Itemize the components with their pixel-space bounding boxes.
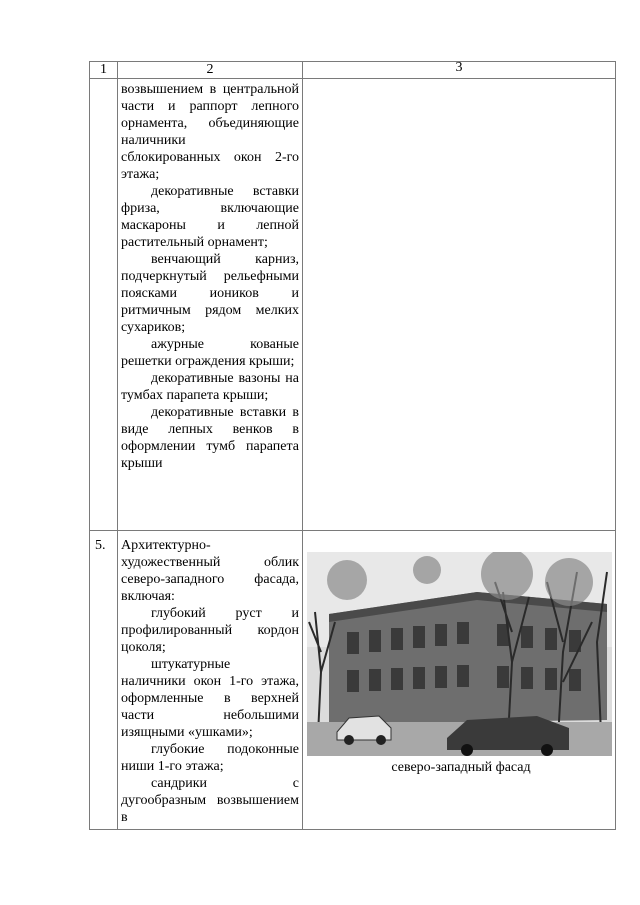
photo-cell bbox=[303, 531, 616, 830]
description-paragraph: декоративные вазоны на тумбах парапета крыши; bbox=[121, 371, 299, 403]
description-paragraph: ажурные кованые решетки ограждения крыши; bbox=[121, 337, 299, 369]
table-row bbox=[90, 531, 616, 830]
description-paragraph: венчающий карниз, подчеркнутый рельефными поясками иоников и ритмичным рядом мелких сухариков; bbox=[121, 252, 299, 335]
row-number-cell bbox=[90, 531, 118, 830]
description-paragraph: глубокие подоконные ниши 1-го этажа; bbox=[121, 742, 299, 774]
row-number bbox=[90, 79, 117, 85]
description-paragraph: декоративные вставки фриза, включающие маскароны и лепной растительный орнамент; bbox=[121, 184, 299, 250]
row-number-cell bbox=[90, 79, 118, 531]
table-row bbox=[90, 79, 616, 531]
description-cell bbox=[118, 79, 303, 531]
description-paragraph: штукатурные bbox=[151, 657, 231, 672]
description-paragraph: сандрики с дугообразным возвышением в bbox=[121, 776, 299, 825]
description-paragraph: возвышением в центральной части и раппорт лепного орнамента, объединяющие наличники bbox=[121, 82, 299, 148]
table-header-row bbox=[90, 62, 616, 79]
photo-caption: северо-западный фасад bbox=[391, 760, 531, 775]
description-paragraph: сблокированных окон 2-го этажа; bbox=[121, 150, 299, 182]
description-cell bbox=[118, 531, 303, 830]
row-number: 5. bbox=[95, 538, 106, 553]
monument-table bbox=[89, 61, 616, 830]
description-paragraph: глубокий руст и профилированный кордон цоколя; bbox=[121, 606, 299, 655]
header-col-1: 1 bbox=[90, 62, 118, 79]
header-col-3: 3 bbox=[303, 62, 616, 79]
description-paragraph: наличники окон 1-го этажа, оформленные в верхней части небольшими изящными «ушками»; bbox=[121, 674, 299, 740]
photo-cell-empty bbox=[303, 79, 616, 531]
facade-photo bbox=[307, 552, 612, 756]
description-paragraph: Архитектурно-художественный облик северо-западного фасада, включая: bbox=[121, 538, 299, 604]
header-col-2: 2 bbox=[118, 62, 303, 79]
description-paragraph: декоративные вставки в виде лепных венков в оформлении тумб парапета крыши bbox=[121, 405, 299, 471]
